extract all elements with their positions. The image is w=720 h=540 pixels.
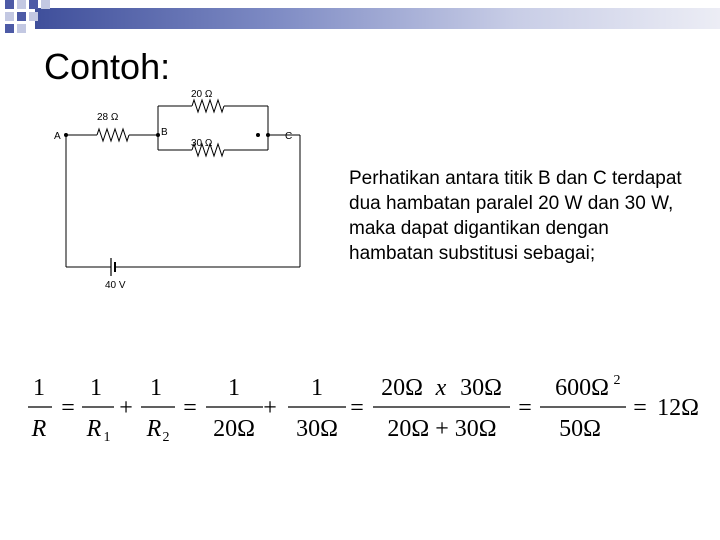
- decor-square: [29, 0, 38, 9]
- resistor-20: [192, 100, 224, 112]
- resistor-28-label: 28 Ω: [97, 112, 119, 123]
- formula-denominator: R: [31, 416, 47, 442]
- formula-denominator: 20Ω + 30Ω: [387, 416, 497, 442]
- formula-subscript: 2: [162, 430, 170, 445]
- formula-operator: +: [263, 395, 277, 421]
- formula-numerator: 1: [150, 375, 162, 401]
- resistor-20-label: 20 Ω: [191, 89, 213, 100]
- node-c-dot: [256, 133, 260, 137]
- decor-square: [29, 12, 38, 21]
- formula-numerator: 20Ω: [381, 375, 423, 401]
- formula-numerator: 1: [228, 375, 240, 401]
- formula-operator: +: [119, 395, 133, 421]
- formula-numerator: 600Ω: [555, 375, 609, 401]
- formula-denominator: R: [86, 416, 102, 442]
- resistor-30-label: 30 Ω: [191, 138, 213, 149]
- formula-numerator: x: [435, 375, 447, 401]
- node-b-label: B: [161, 127, 168, 138]
- formula-denominator: 20Ω: [213, 416, 255, 442]
- resistance-formula: [20, 360, 710, 460]
- decor-square: [17, 24, 26, 33]
- decor-square: [17, 0, 26, 9]
- node-a-label: A: [54, 131, 61, 142]
- decor-square: [17, 12, 26, 21]
- node-c-label: C: [285, 131, 293, 142]
- node-b-dot: [156, 133, 160, 137]
- formula-subscript: 1: [103, 430, 111, 445]
- formula-operator: =: [350, 395, 364, 421]
- formula-denominator: 30Ω: [296, 416, 338, 442]
- formula-operator: =: [518, 395, 532, 421]
- formula-numerator: 1: [311, 375, 323, 401]
- formula-numerator: 1: [33, 375, 45, 401]
- formula-denominator: 50Ω: [559, 416, 601, 442]
- explanation-text: Perhatikan antara titik B dan C terdapat dua hambatan paralel 20 W dan 30 W, maka dapat digantikan dengan hambatan substitusi sebagai;: [349, 168, 682, 264]
- battery-label: 40 V: [105, 280, 126, 291]
- formula-superscript: 2: [613, 373, 621, 388]
- decor-square: [5, 12, 14, 21]
- node-c-dot: [266, 133, 270, 137]
- slide-title: Contoh:: [44, 46, 171, 87]
- formula-operator: =: [183, 395, 197, 421]
- formula-numerator: 30Ω: [460, 375, 502, 401]
- decor-square: [5, 24, 14, 33]
- decor-square: [5, 0, 14, 9]
- formula-operator: =: [61, 395, 75, 421]
- node-a-dot: [64, 133, 68, 137]
- resistor-28: [97, 129, 129, 141]
- header-decoration: [0, 0, 720, 40]
- formula-numerator: 1: [90, 375, 102, 401]
- formula-result: 12Ω: [657, 395, 699, 421]
- circuit-diagram: [45, 80, 305, 295]
- formula-operator: =: [633, 395, 647, 421]
- formula-denominator: R: [146, 416, 162, 442]
- header-gradient-bar: [35, 8, 720, 29]
- decor-square: [41, 0, 50, 9]
